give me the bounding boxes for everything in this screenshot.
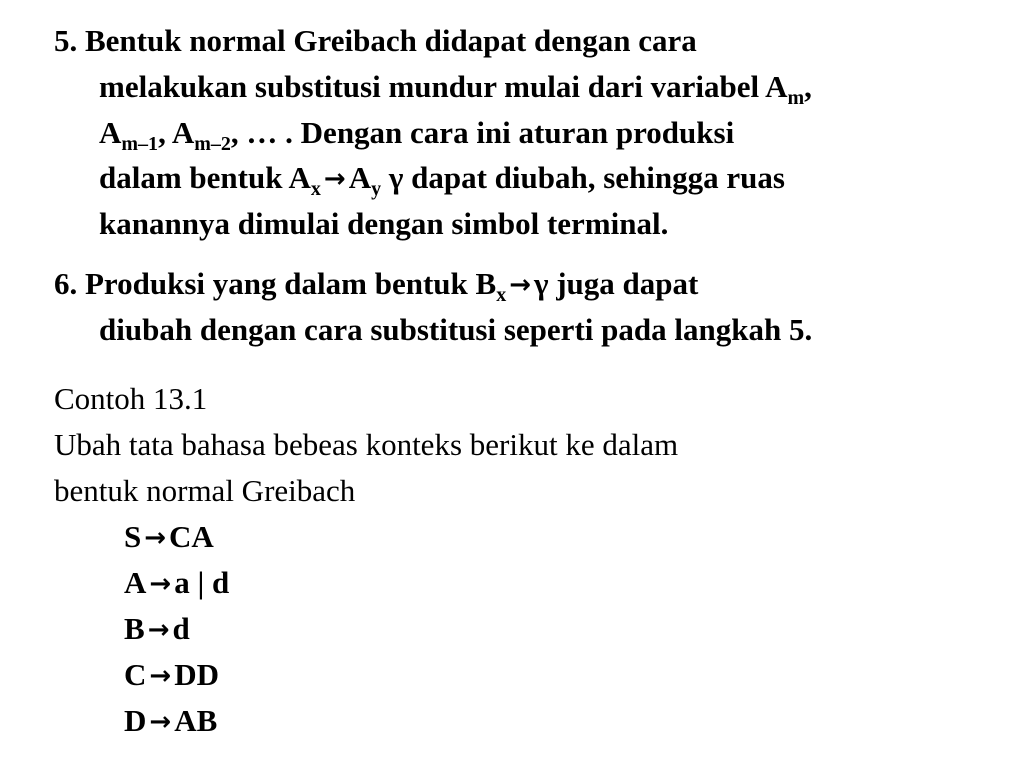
rule-rhs: d — [172, 611, 190, 646]
step5-line5 — [99, 208, 668, 239]
grammar-rule — [124, 613, 190, 644]
step5-line1 — [54, 25, 697, 56]
step5-sub-y: y — [371, 178, 382, 200]
right-arrow-icon: → — [149, 569, 172, 599]
step6-text-line1b: γ juga dapat — [533, 266, 699, 301]
step6-sub-x: x — [496, 284, 507, 306]
step5-ay: A — [348, 160, 372, 195]
step5-sub-m1: m–1 — [121, 133, 159, 155]
right-arrow-icon: → — [323, 164, 346, 194]
grammar-rule — [124, 567, 229, 598]
step5-line4 — [99, 160, 785, 200]
rule-rhs: a | d — [174, 565, 230, 600]
rule-rhs: DD — [174, 657, 219, 692]
rule-lhs: C — [124, 657, 147, 692]
step5-line2 — [99, 69, 812, 109]
step5-sub-x: x — [310, 178, 321, 200]
rule-lhs: D — [124, 703, 147, 738]
rule-lhs: B — [124, 611, 145, 646]
step5-sub-m2: m–2 — [194, 133, 231, 155]
step5-number: 5. — [54, 23, 78, 58]
step6-line2 — [99, 314, 812, 345]
step5-a1: A — [99, 115, 122, 150]
grammar-rule — [124, 659, 219, 690]
step5-text-line3: , … . Dengan cara ini aturan produksi — [230, 115, 735, 150]
right-arrow-icon: → — [509, 270, 531, 300]
right-arrow-icon: → — [147, 615, 170, 645]
step6-text-line1a: Produksi yang dalam bentuk B — [85, 266, 497, 301]
right-arrow-icon: → — [144, 523, 167, 553]
rule-rhs: CA — [169, 519, 214, 554]
step6-number: 6. — [54, 266, 78, 301]
step5-line3 — [99, 115, 735, 155]
example-desc-line2: bentuk normal Greibach — [54, 473, 356, 508]
step6-line1 — [54, 266, 699, 306]
step5-text-line4a: dalam bentuk A — [99, 160, 311, 195]
right-arrow-icon: → — [149, 707, 172, 737]
grammar-rule — [124, 521, 214, 552]
step5-text-line5: kanannya dimulai dengan simbol terminal. — [99, 206, 669, 241]
step5-text-line1: Bentuk normal Greibach didapat dengan cara — [85, 23, 697, 58]
step5-comma: , — [804, 69, 812, 104]
grammar-rule — [124, 705, 217, 736]
right-arrow-icon: → — [149, 661, 172, 691]
rule-rhs: AB — [174, 703, 218, 738]
example-title: Contoh 13.1 — [54, 381, 208, 416]
step5-text-line2: melakukan substitusi mundur mulai dari variabel A — [99, 69, 788, 104]
step5-text-line4b: γ dapat diubah, sehingga ruas — [388, 160, 785, 195]
rule-lhs: A — [124, 565, 147, 600]
rule-lhs: S — [124, 519, 142, 554]
example-desc-line1: Ubah tata bahasa bebeas konteks berikut ke dalam — [54, 427, 679, 462]
step6-text-line2: diubah dengan cara substitusi seperti pada langkah 5. — [99, 312, 813, 347]
step5-sub-m: m — [787, 87, 805, 109]
step5-a2: , A — [158, 115, 195, 150]
